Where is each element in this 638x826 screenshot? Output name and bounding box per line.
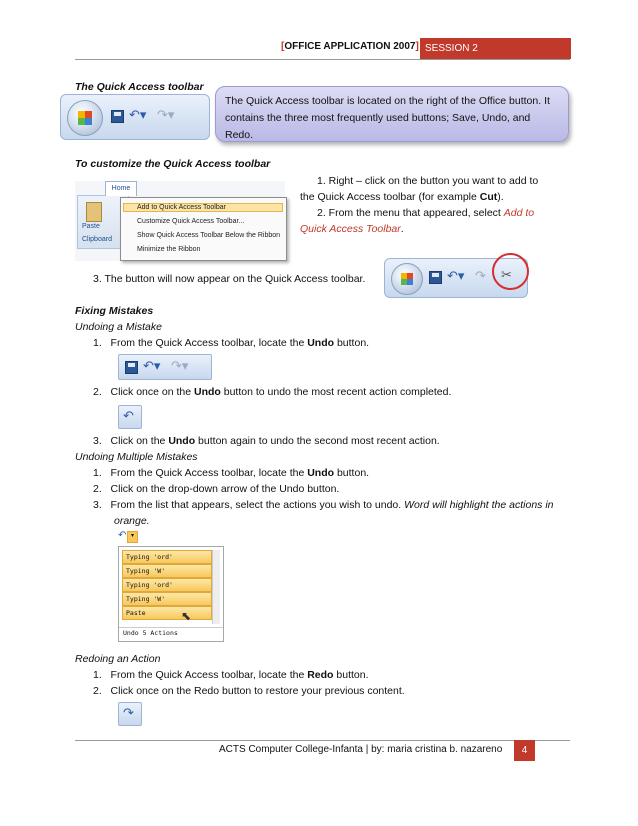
undo-list-item: Typing 'W' bbox=[122, 592, 212, 606]
redo-icon: ↷ bbox=[475, 268, 486, 283]
office-button-icon bbox=[391, 263, 423, 295]
chevron-down-icon: ▾ bbox=[127, 531, 138, 543]
customize-step1-line2: the Quick Access toolbar (for example Cut). bbox=[300, 191, 504, 203]
multi-step3-line2: orange. bbox=[114, 515, 150, 527]
session-badge: SESSION 2 bbox=[420, 38, 571, 59]
undo-icon: ↶▾ bbox=[143, 358, 161, 373]
redo-heading: Redoing an Action bbox=[75, 653, 161, 665]
header-rule bbox=[75, 59, 570, 60]
undo-list-item: Typing 'ord' bbox=[122, 550, 212, 564]
paste-icon bbox=[86, 202, 102, 222]
qat-callout-text: The Quick Access toolbar is located on the right of the Office button. It contains the three most frequently used buttons; Save, Undo, and Redo. bbox=[225, 95, 550, 141]
undo-icon: ↶ bbox=[123, 408, 134, 423]
undo-icon: ↶ bbox=[118, 530, 127, 541]
undo-step1: 1. From the Quick Access toolbar, locate the Undo button. bbox=[93, 337, 370, 349]
footer-rule bbox=[75, 740, 570, 741]
customize-heading: To customize the Quick Access toolbar bbox=[75, 158, 271, 170]
customize-step1-line1: 1. Right – click on the button you want to add to bbox=[317, 175, 539, 187]
undo-list-item: Typing 'W' bbox=[122, 564, 212, 578]
multi-step3-line1: 3. From the list that appears, select the actions you wish to undo. Word will highlight the actions in bbox=[93, 499, 554, 511]
save-icon bbox=[429, 271, 442, 284]
page-number: 4 bbox=[514, 740, 535, 761]
redo-step1: 1. From the Quick Access toolbar, locate the Redo button. bbox=[93, 669, 369, 681]
customize-step3: 3. The button will now appear on the Quick Access toolbar. bbox=[93, 273, 366, 285]
undo-step2: 2. Click once on the Undo button to undo the most recent action completed. bbox=[93, 386, 452, 398]
divider bbox=[119, 627, 223, 628]
home-tab: Home bbox=[105, 181, 137, 196]
multi-heading: Undoing Multiple Mistakes bbox=[75, 451, 198, 463]
undo-icon: ↶▾ bbox=[129, 107, 147, 122]
cut-icon: ✂ bbox=[501, 267, 512, 282]
qat-heading: The Quick Access toolbar bbox=[75, 81, 204, 93]
undo-list-footer: Undo 5 Actions bbox=[123, 629, 178, 637]
highlight-circle bbox=[492, 253, 529, 290]
footer-text: ACTS Computer College-Infanta | by: maria cristina b. nazareno bbox=[219, 744, 503, 755]
menu-item-minimize-ribbon: Minimize the Ribbon bbox=[137, 246, 201, 253]
qat-image bbox=[60, 94, 210, 140]
undo-step3: 3. Click on the Undo button again to undo the second most recent action. bbox=[93, 435, 440, 447]
save-icon bbox=[125, 361, 138, 374]
undo-list-item: Paste bbox=[122, 606, 212, 620]
undo-list bbox=[118, 546, 224, 642]
cursor-icon: ⬉ bbox=[181, 609, 192, 623]
multi-step2: 2. Click on the drop-down arrow of the Undo button. bbox=[93, 483, 340, 495]
redo-step2: 2. Click once on the Redo button to restore your previous content. bbox=[93, 685, 405, 697]
customize-step2-line2: Quick Access Toolbar. bbox=[300, 223, 404, 235]
menu-item-add-to-qat: Add to Quick Access Toolbar bbox=[123, 203, 283, 212]
menu-item-customize-qat: Customize Quick Access Toolbar... bbox=[137, 218, 245, 225]
undo-list-item: Typing 'ord' bbox=[122, 578, 212, 592]
fixing-heading: Fixing Mistakes bbox=[75, 305, 154, 317]
redo-icon: ↷▾ bbox=[157, 107, 175, 122]
undo-button-image bbox=[118, 405, 142, 429]
header-title: [OFFICE APPLICATION 2007] bbox=[281, 41, 419, 52]
redo-icon: ↷▾ bbox=[171, 358, 189, 373]
customize-step2-line1: 2. From the menu that appeared, select Add to bbox=[317, 207, 535, 219]
qat-small-image bbox=[118, 354, 212, 380]
redo-button-image bbox=[118, 702, 142, 726]
menu-item-show-below: Show Quick Access Toolbar Below the Ribbon bbox=[137, 232, 281, 239]
undo-heading: Undoing a Mistake bbox=[75, 321, 162, 333]
context-menu bbox=[120, 197, 287, 261]
redo-icon: ↷ bbox=[123, 705, 134, 720]
scrollbar bbox=[212, 550, 220, 624]
undo-dropdown-icon bbox=[118, 531, 138, 543]
multi-step1: 1. From the Quick Access toolbar, locate the Undo button. bbox=[93, 467, 370, 479]
clipboard-label: Clipboard bbox=[82, 236, 112, 243]
paste-label: Paste bbox=[82, 223, 100, 230]
undo-icon: ↶▾ bbox=[447, 268, 465, 283]
office-button-icon bbox=[67, 100, 103, 136]
save-icon bbox=[111, 110, 124, 123]
